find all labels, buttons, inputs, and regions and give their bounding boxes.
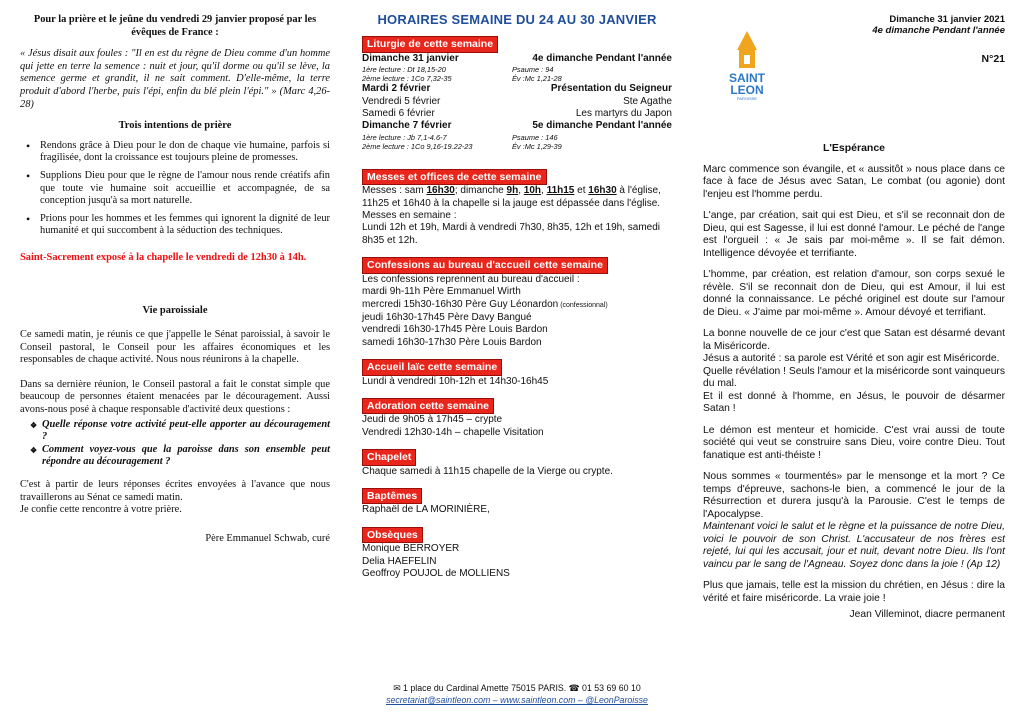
paragraph: Ce samedi matin, je réunis ce que j'appelle le Sénat paroissial, à savoir le Conseil pastoral, le Conseil pour les affaires économiques et les responsables de chaque activité. Nous nous réunirons à la chapelle. — [20, 329, 330, 366]
svg-text:PAROISSE: PAROISSE — [736, 96, 758, 100]
paragraph: L'ange, par création, sait qui est Dieu, et s'il se reconnait don de Dieu, qui est Sagesse, il lui est donné l'amour. Le péché de l'ange est l'orgueil : « Je sais par moi-même ». Il se fait démon. Intelligence dévoyée et terrifiante. — [703, 210, 1005, 259]
paragraph: Je confie cette rencontre à votre prière. — [20, 504, 182, 516]
section-label-messes: Messes et offices de cette semaine — [362, 169, 547, 185]
list-item: mercredi 15h30-16h30 Père Guy Léonardon (confessionnal) — [362, 298, 608, 310]
mass-times: Messes : sam 16h30; dimanche 9h, 10h, 11h15 et 16h30 à l'église, 11h25 et 16h40 à la chapelle si la jauge est dépassée dans l'église. — [362, 185, 661, 209]
reading: 2ème lecture : 1Co 7,32-35 — [362, 74, 452, 84]
list-item: vendredi 16h30-17h45 Père Louis Bardon — [362, 324, 548, 336]
section-label-liturgie: Liturgie de cette semaine — [362, 36, 498, 52]
chapelet-text: Chaque samedi à 11h15 chapelle de la Vierge ou crypte. — [362, 465, 613, 477]
section-label-baptemes: Baptêmes — [362, 488, 422, 504]
section-label-chapelet: Chapelet — [362, 449, 416, 465]
section-label-obseques: Obsèques — [362, 527, 423, 543]
paragraph: Et il est donné à l'homme, en Jésus, le pouvoir de désarmer Satan ! — [703, 390, 1005, 414]
list-item: • Prions pour les hommes et les femmes qui ignorent la dignité de leur humanité et qui succombent à la séduction des techniques. — [20, 213, 330, 238]
psalm: Psaume : 94 — [512, 65, 554, 75]
schedule-heading: HORAIRES SEMAINE DU 24 AU 30 JANVIER — [377, 12, 657, 27]
adoration-notice: Saint-Sacrement exposé à la chapelle le vendredi de 12h30 à 14h. — [20, 251, 307, 263]
liturgy-name: Ste Agathe — [623, 95, 672, 107]
liturgy-date: Mardi 2 février — [362, 83, 431, 95]
list-item: Geoffroy POUJOL de MOLLIENS — [362, 568, 510, 579]
paragraph: L'homme, par création, est relation d'amour, son corps sexué le révèle. S'il se reconnait don de Dieu, qui est Amour, il lui est donné la connaissance. Le péché originel est doute sur l'amour de Dieu. « J'aime par moi-même ». Amour dévoyé et terrifiant. — [703, 269, 1005, 318]
footer — [362, 682, 672, 706]
gospel-quote: « Jésus disait aux foules : "Il en est du règne de Dieu comme d'un homme qui jette en terre la semence : nuit et jour, qu'il dorme ou qu'il se lève, la semence germe et grandit, il ne sait comment. D'elle-même, la terre produit d'abord l'herbe, puis l'épi, enfin du blé plein l'épi." » (Marc 4,26-28) — [20, 48, 330, 110]
schedule-column — [362, 0, 672, 705]
gospel: Év :Mc 1,29-39 — [512, 141, 562, 151]
svg-text:LEON: LEON — [730, 83, 764, 97]
paragraph: C'est à partir de leurs réponses écrites envoyées à l'avance que nous travaillerons au Sénat ce samedi matin. — [20, 479, 330, 503]
adoration-line: Jeudi de 9h05 à 17h45 – crypte — [362, 414, 503, 426]
reading: 1ère lecture : Jb 7,1-4.6-7 — [362, 132, 447, 142]
accueil-hours: Lundi à vendredi 10h-12h et 14h30-16h45 — [362, 375, 549, 387]
paragraph: Plus que jamais, telle est la mission du chrétien, en Jésus : dire la vérité et faire miséricorde. La vraie joie ! — [703, 580, 1005, 604]
liturgy-name: Présentation du Seigneur — [550, 83, 672, 95]
questions-list — [20, 419, 330, 469]
baptemes-text: Raphaël de LA MORINIÈRE, — [362, 504, 490, 516]
intentions-title: Trois intentions de prière — [118, 120, 232, 132]
svg-text:SAINT: SAINT — [729, 71, 765, 85]
paragraph: Quelle révélation ! Seuls l'amour et la miséricorde sont vainqueurs du mal. — [703, 365, 1005, 389]
psalm: Psaume : 146 — [512, 132, 558, 142]
paragraph: La bonne nouvelle de ce jour c'est que Satan est désarmé devant la Miséricorde. — [703, 328, 1005, 352]
confessions-intro: Les confessions reprennent au bureau d'accueil : — [362, 273, 580, 285]
prayer-fast-title: Pour la prière et le jeûne du vendredi 29 janvier proposé par les évêques de France : — [33, 14, 317, 38]
liturgy-date: Samedi 6 février — [362, 108, 435, 120]
weekday-mass-times: Lundi 12h et 19h, Mardi à vendredi 7h30, 8h35, 12h et 19h, samedi 8h35 et 12h. — [362, 222, 660, 246]
signature: Jean Villeminot, diacre permanent — [849, 609, 1005, 620]
left-column — [20, 0, 330, 545]
issue-number: N°21 — [981, 53, 1005, 65]
section-label-accueil: Accueil laïc cette semaine — [362, 359, 502, 375]
liturgy-date: Vendredi 5 février — [362, 95, 441, 107]
reading: 2ème lecture : 1Co 9,16-19.22-23 — [362, 141, 473, 151]
list-item: ❖ Comment voyez-vous que la paroisse dans son ensemble peut répondre au découragement ? — [20, 444, 330, 469]
editorial-title: L'Espérance — [822, 142, 886, 154]
list-item: • Supplions Dieu pour que le règne de l'amour nous rende créatifs afin que toute vie humaine soit accueillie et accompagnée, de sa conception jusqu'à sa mort naturelle. — [20, 170, 330, 208]
paragraph: Marc commence son évangile, et « aussitôt » nous place dans ce face à face de Jésus avec Satan, Le combat (ou agonie) dont l'enjeu est l'homme perdu. — [703, 163, 1005, 200]
liturgy-name: 5e dimanche Pendant l'année — [532, 120, 672, 132]
gospel: Év :Mc 1,21-28 — [512, 74, 562, 84]
signature: Père Emmanuel Schwab, curé — [205, 532, 330, 544]
paragraph: Dans sa dernière réunion, le Conseil pastoral a fait le constat simple que beaucoup de personnes étaient menacées par le découragement. Aussi avons-nous posé à chaque responsable d'activité deux questions : — [20, 378, 330, 416]
liturgy-date: Dimanche 7 février — [362, 120, 452, 132]
list-item: mardi 9h-11h Père Emmanuel Wirth — [362, 286, 521, 298]
list-item: Monique BERROYER — [362, 543, 460, 555]
liturgy-date: Dimanche 31 janvier — [362, 52, 459, 64]
list-item: Delia HAEFELIN — [362, 555, 437, 567]
intentions-list — [20, 140, 330, 238]
list-item: samedi 16h30-17h30 Père Louis Bardon — [362, 336, 542, 348]
issue-date: Dimanche 31 janvier 2021 4e dimanche Pendant l'année — [872, 14, 1005, 36]
scripture-quote: Maintenant voici le salut et le règne et la puissance de notre Dieu, voici le pouvoir de son Christ. L'accusateur de nos frères est rejeté, lui qui les accusait, jour et nuit, devant notre Dieu. Ils l'ont vaincu par le sang de l'Agneau. Soyez donc dans la joie ! (Ap 12) — [703, 521, 1005, 570]
adoration-line: Vendredi 12h30-14h – chapelle Visitation — [362, 426, 544, 438]
reading: 1ère lecture : Dt 18,15-20 — [362, 65, 446, 75]
list-item: ❖ Quelle réponse votre activité peut-elle apporter au découragement ? — [20, 419, 330, 444]
paragraph: Jésus a autorité : sa parole est Vérité et son agir est Miséricorde. — [703, 353, 1000, 364]
list-item: • Rendons grâce à Dieu pour le don de chaque vie humaine, parfois si fragilisée, dont la croissance est toujours pleine de promesses. — [20, 140, 330, 165]
parish-life-title: Vie paroissiale — [142, 304, 208, 316]
weekday-mass-title: Messes en semaine : — [362, 210, 457, 222]
paragraph: Le démon est menteur et homicide. C'est vrai aussi de toute société qui veut se construire sans Dieu, voire contre Dieu. Tout fanatique est anti-théiste ! — [703, 424, 1005, 461]
section-label-confessions: Confessions au bureau d'accueil cette semaine — [362, 257, 608, 273]
saint-leon-logo — [723, 28, 785, 100]
editorial-column — [703, 0, 1005, 622]
list-item: jeudi 16h30-17h45 Père Davy Bangué — [362, 311, 532, 323]
paragraph: Nous sommes « tourmentés» par le mensonge et la mort ? Ce temps d'épreuve, sachons-le bien, a commencé le jour de la Résurrection et durera jusqu'à la Parousie. C'est le temps de l'Apocalypse. — [703, 471, 1005, 520]
liturgy-name: 4e dimanche Pendant l'année — [532, 52, 672, 64]
section-label-adoration: Adoration cette semaine — [362, 398, 494, 414]
footer-address: ✉ 1 place du Cardinal Amette 75015 PARIS. ☎ 01 53 69 60 10 — [393, 683, 641, 693]
footer-links[interactable]: secretariat@saintleon.com – www.saintleon.com – @LeonParoisse — [386, 695, 648, 705]
liturgy-name: Les martyrs du Japon — [575, 108, 672, 120]
